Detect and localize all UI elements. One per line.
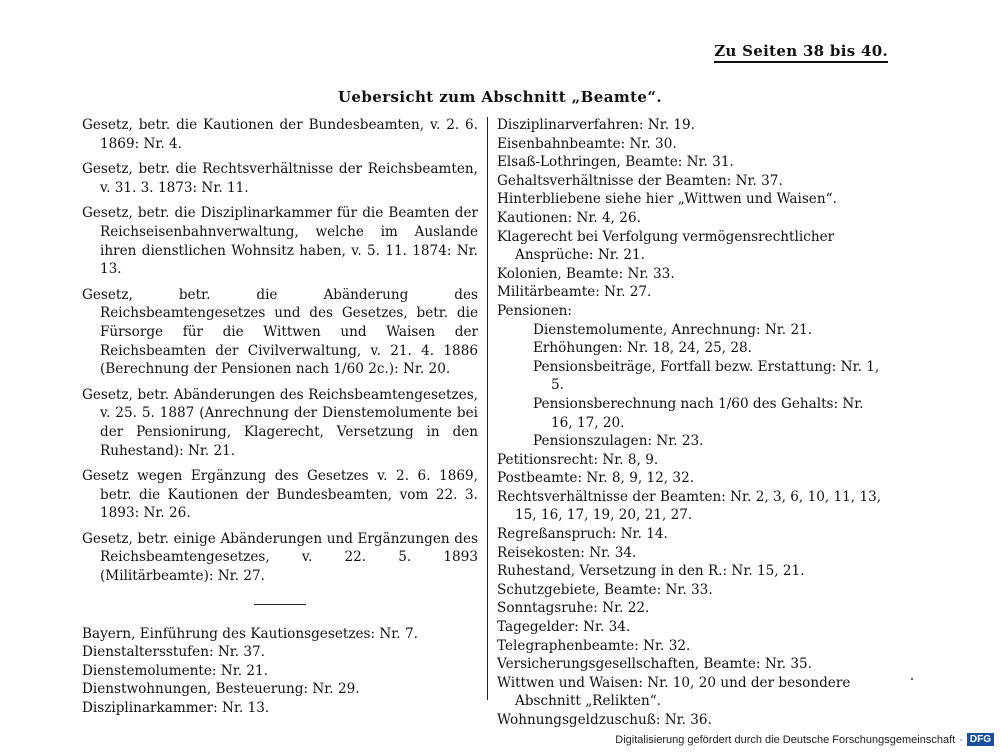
section-divider xyxy=(254,604,306,605)
law-entry: Gesetz, betr. einige Abänderungen und Ergänzungen des Reichsbeamtengesetzes, v. 22. 5. 1893 (Militärbeamte): Nr. 27. xyxy=(82,530,478,585)
index-item: Rechtsverhältnisse der Beamten: Nr. 2, 3, 6, 10, 11, 13, 15, 16, 17, 19, 20, 21, 27. xyxy=(497,488,882,524)
index-item: Disziplinarverfahren: Nr. 19. xyxy=(497,117,695,133)
index-item: Sonntagsruhe: Nr. 22. xyxy=(497,600,650,617)
index-item: Telegraphenbeamte: Nr. 32. xyxy=(497,637,691,654)
law-entry: Gesetz, betr. die Rechtsverhältnisse der Reichsbeamten, v. 31. 3. 1873: Nr. 11. xyxy=(82,161,478,196)
law-entry: Gesetz, betr. die Disziplinarkammer für die Beamten der Reichseisenbahnverwaltung, welche im Auslande ihren dienstlichen Wohnsitz haben, v. 5. 11. 1874: Nr. 13. xyxy=(82,205,478,278)
index-item: Kolonien, Beamte: Nr. 33. xyxy=(497,265,675,282)
index-item: Bayern, Einführung des Kautionsgesetzes: Nr. 7. xyxy=(82,625,418,642)
index-item: Dienstaltersstufen: Nr. 37. xyxy=(82,644,266,661)
index-item: Wohnungsgeldzuschuß: Nr. 36. xyxy=(497,712,712,728)
page-title: Uebersicht zum Abschnitt „Beamte“. xyxy=(337,88,663,106)
dfg-logo-icon: DFG xyxy=(967,733,994,746)
index-item: Kautionen: Nr. 4, 26. xyxy=(497,209,641,226)
index-item: Tagegelder: Nr. 34. xyxy=(497,619,631,636)
column-divider xyxy=(487,117,488,700)
law-entry: Gesetz, betr. die Kautionen der Bundesbeamten, v. 2. 6. 1869: Nr. 4. xyxy=(82,117,478,152)
law-entry: Gesetz, betr. Abänderungen des Reichsbeamtengesetzes, v. 25. 5. 1887 (Anrechnung der Dienstemolumente bei der Pensionirung, Klagerecht, Versetzung in den Ruhestand): Nr. 21. xyxy=(82,386,478,459)
index-item: Regreßanspruch: Nr. 14. xyxy=(497,526,668,543)
index-subitem: Pensionsbeiträge, Fortfall bezw. Erstattung: Nr. 1, 5. xyxy=(533,358,880,394)
right-column xyxy=(497,116,889,730)
index-item: Ruhestand, Versetzung in den R.: Nr. 15, 21. xyxy=(497,563,805,580)
index-item: Petitionsrecht: Nr. 8, 9. xyxy=(497,451,659,468)
index-subitem: Erhöhungen: Nr. 18, 24, 25, 28. xyxy=(533,340,753,357)
index-item: Hinterbliebene siehe hier „Wittwen und Waisen“. xyxy=(497,191,837,208)
law-entry: Gesetz, betr. die Abänderung des Reichsbeamtengesetzes und des Gesetzes, betr. die Fürsorge für die Wittwen und Waisen der Reichsbeamten der Civilverwaltung, v. 21. 4. 1886 (Berechnung der Pensionen nach 1/60 2c.): Nr. 20. xyxy=(82,286,478,378)
index-item: Klagerecht bei Verfolgung vermögensrechtlicher Ansprüche: Nr. 21. xyxy=(497,228,835,264)
index-item-pensionen: Pensionen: xyxy=(497,302,572,319)
index-item: Dienstemolumente: Nr. 21. xyxy=(82,662,268,679)
index-item: Postbeamte: Nr. 8, 9, 12, 32. xyxy=(497,470,695,487)
footer-text: Digitalisierung gefördert durch die Deutsche Forschungsgemeinschaft xyxy=(615,733,956,746)
footer-credit xyxy=(615,733,994,746)
left-column xyxy=(82,116,478,718)
index-item: Gehaltsverhältnisse der Beamten: Nr. 37. xyxy=(497,172,783,189)
index-item: Eisenbahnbeamte: Nr. 30. xyxy=(497,135,677,152)
index-item: Versicherungsgesellschaften, Beamte: Nr. 35. xyxy=(497,656,812,673)
index-item: Reisekosten: Nr. 34. xyxy=(497,544,637,561)
index-item: Militärbeamte: Nr. 27. xyxy=(497,284,652,301)
index-item: Dienstwohnungen, Besteuerung: Nr. 29. xyxy=(82,681,360,698)
scan-speck xyxy=(911,678,913,680)
index-item: Elsaß-Lothringen, Beamte: Nr. 31. xyxy=(497,154,734,171)
footer-separator: · xyxy=(959,733,963,746)
index-item: Wittwen und Waisen: Nr. 10, 20 und der besondere Abschnitt „Relikten“. xyxy=(497,674,851,710)
index-item: Schutzgebiete, Beamte: Nr. 33. xyxy=(497,581,713,598)
page-reference: Zu Seiten 38 bis 40. xyxy=(714,42,888,63)
law-entry: Gesetz wegen Ergänzung des Gesetzes v. 2. 6. 1869, betr. die Kautionen der Bundesbeamten, vom 22. 3. 1893: Nr. 26. xyxy=(82,468,478,522)
index-subitem: Pensionszulagen: Nr. 23. xyxy=(533,433,704,450)
index-item: Disziplinarkammer: Nr. 13. xyxy=(82,700,270,717)
index-subitem: Dienstemolumente, Anrechnung: Nr. 21. xyxy=(533,321,813,338)
index-subitem: Pensionsberechnung nach 1/60 des Gehalts: Nr. 16, 17, 20. xyxy=(533,395,864,431)
